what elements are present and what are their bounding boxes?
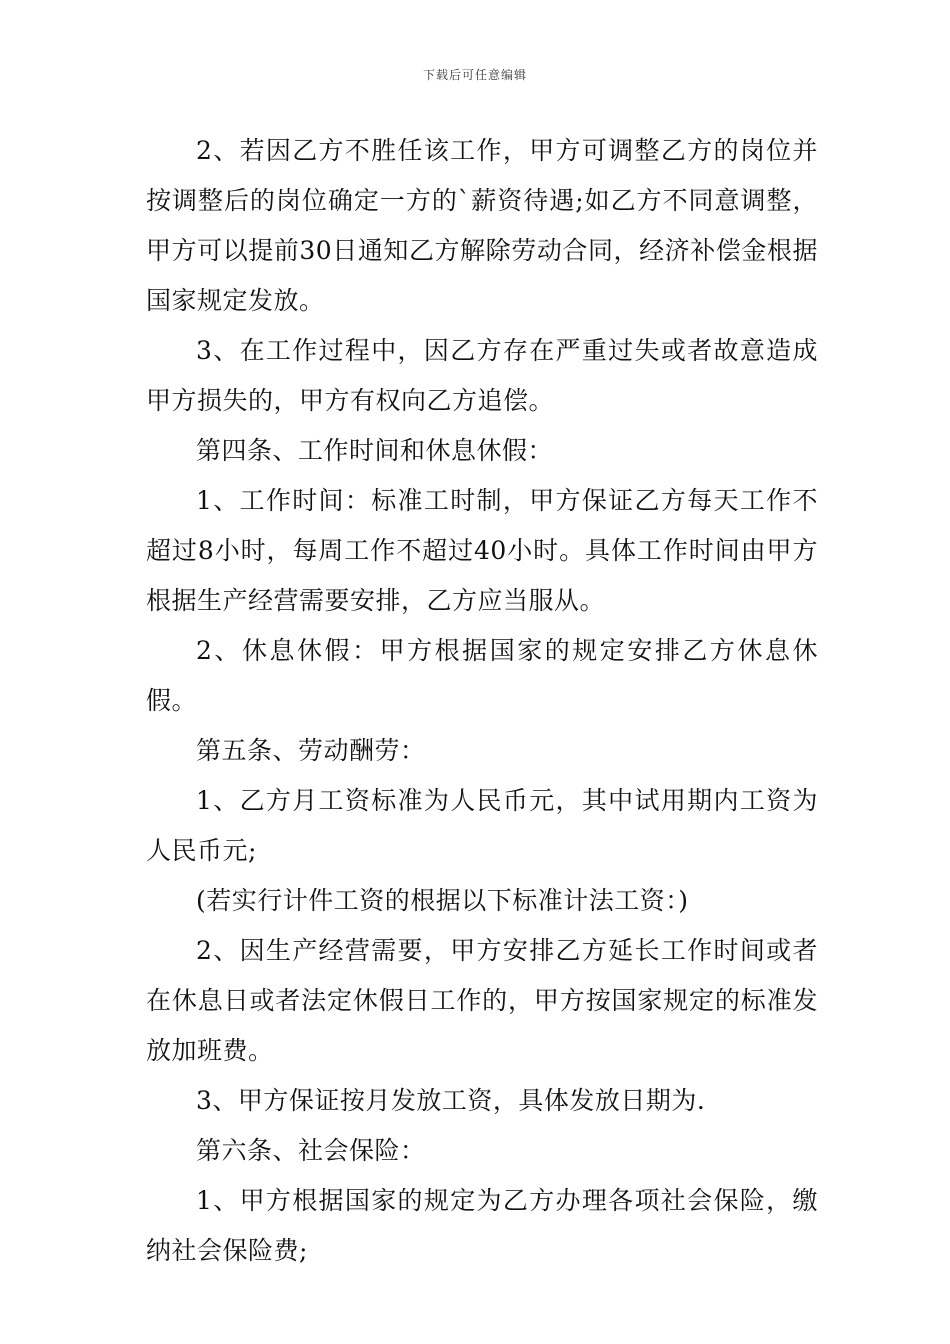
- section-heading-article-4: 第四条、工作时间和休息休假：: [196, 436, 554, 465]
- paragraph-piece-rate-note: (若实行计件工资的根据以下标准计法工资：): [196, 886, 689, 915]
- section-heading-article-6: 第六条、社会保险：: [196, 1136, 426, 1165]
- paragraph-clause-2-adjust: 2、若因乙方不胜任该工作，甲方可调整乙方的岗位并按调整后的岗位确定一方的`薪资待遇;如乙方不同意调整，甲方可以提前30日通知乙方解除劳动合同，经济补偿金根据国家规定发放。: [146, 136, 818, 315]
- page-header: 下载后可任意编辑: [422, 68, 527, 82]
- paragraph-overtime-pay: 2、因生产经营需要，甲方安排乙方延长工作时间或者在休息日或者法定休假日工作的，甲方按国家规定的标准发放加班费。: [146, 936, 818, 1065]
- paragraph-social-insurance: 1、甲方根据国家的规定为乙方办理各项社会保险，缴纳社会保险费;: [146, 1186, 818, 1265]
- paragraph-monthly-salary: 1、乙方月工资标准为人民币元，其中试用期内工资为人民币元;: [146, 786, 818, 865]
- paragraph-payment-date: 3、甲方保证按月发放工资，具体发放日期为.: [196, 1086, 706, 1115]
- document-body: [146, 126, 818, 1276]
- paragraph-rest-leave: 2、休息休假：甲方根据国家的规定安排乙方休息休假。: [146, 636, 818, 715]
- paragraph-clause-3-compensation: 3、在工作过程中，因乙方存在严重过失或者故意造成甲方损失的，甲方有权向乙方追偿。: [146, 336, 818, 415]
- section-heading-article-5: 第五条、劳动酬劳：: [196, 736, 426, 765]
- paragraph-working-hours: 1、工作时间：标准工时制，甲方保证乙方每天工作不超过8小时，每周工作不超过40小时。具体工作时间由甲方根据生产经营需要安排，乙方应当服从。: [146, 486, 818, 615]
